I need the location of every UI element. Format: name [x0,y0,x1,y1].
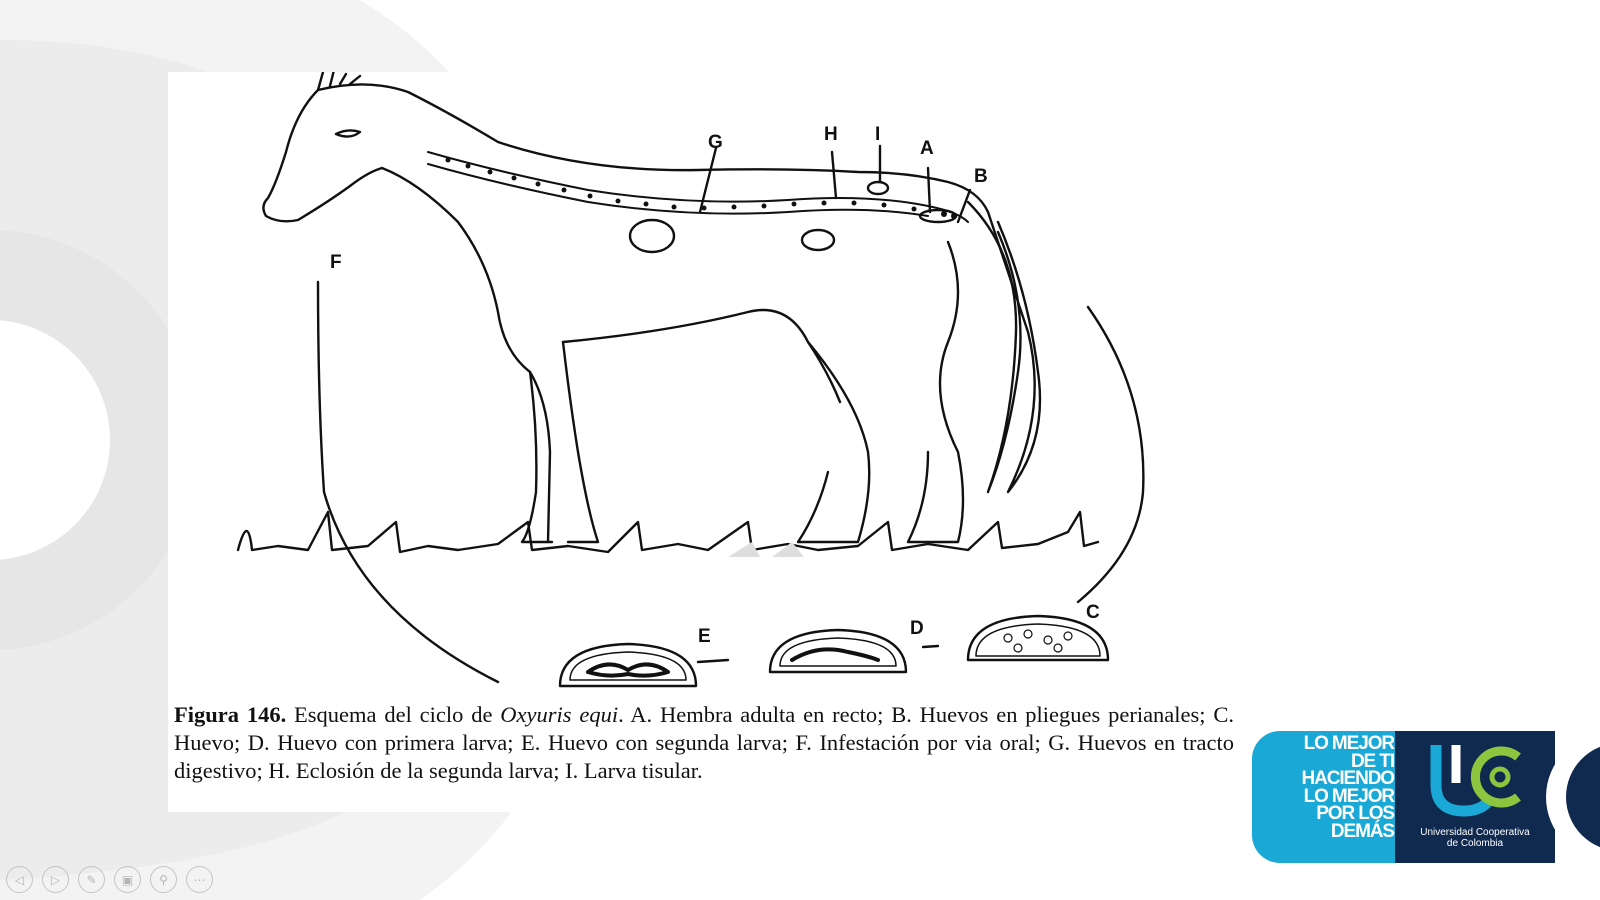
arrow-c-to-d [923,646,938,647]
horse-hind-leg-1 [798,342,869,542]
slogan-line: HACIENDO [1301,768,1394,789]
oral-infestation-arc [318,282,498,682]
caption-prefix: Figura 146. [174,702,287,727]
horse-front-leg-2 [563,342,598,542]
label-f: F [330,252,342,273]
caption-text-1: Esquema del ciclo de [286,702,501,727]
ground-grass [238,512,1098,552]
leader-h [832,152,836,198]
egg-d [770,630,906,672]
university-name-line: de Colombia [1446,838,1504,849]
more-icon[interactable]: ⋯ [186,866,213,893]
previous-icon[interactable]: ◁ [6,866,33,893]
arrow-d-to-e [698,660,728,662]
caption-species: Oxyuris equi [500,702,619,727]
egg-release-arc [1078,307,1143,602]
next-icon[interactable]: ▷ [42,866,69,893]
label-i: I [875,124,881,145]
slogan-line: DEMÁS [1330,820,1394,842]
horse-eye [336,130,360,136]
label-h: H [824,124,838,145]
figure-caption [174,701,1234,785]
slogan-line: LO MEJOR [1303,733,1394,754]
slogan-line: POR LOS [1316,803,1394,824]
leader-b [958,190,970,222]
zoom-icon[interactable]: ⚲ [150,866,177,893]
ucc-logo-icon [1420,739,1530,819]
slide-navigation [6,866,213,894]
egg-e [560,644,696,686]
caption-text-2: . A. Hembra adulta en recto; B. Huevos en pliegues perianales; C. Huevo; D. Huevo con primera larva; E. Huevo con segunda larva; F. Infestación por via oral; G. Huevos en tracto digestivo; H. Eclosión de la segunda larva; I. Larva tisular. [174,702,1234,783]
pen-icon[interactable]: ✎ [78,866,105,893]
label-b: B [974,166,988,187]
horse-ears [318,72,360,90]
label-d: D [910,618,924,639]
university-brand [1252,731,1600,863]
slogan-line: LO MEJOR [1303,785,1394,807]
slogan-line: DE TI [1350,750,1394,772]
horse-belly [563,310,840,402]
brand-circle-decoration [1530,731,1600,863]
horse-hind-leg-2 [908,242,963,542]
slides-icon[interactable]: ▣ [114,866,141,893]
horse-tail [968,202,1021,492]
horse-neck-underside [382,168,550,542]
label-c: C [1086,602,1100,623]
university-name-line: Universidad Cooperativa [1420,827,1530,838]
horse-head [263,90,382,221]
label-g: G [708,132,723,153]
label-a: A [920,138,934,159]
label-e: E [698,626,711,647]
slogan [1260,735,1394,840]
